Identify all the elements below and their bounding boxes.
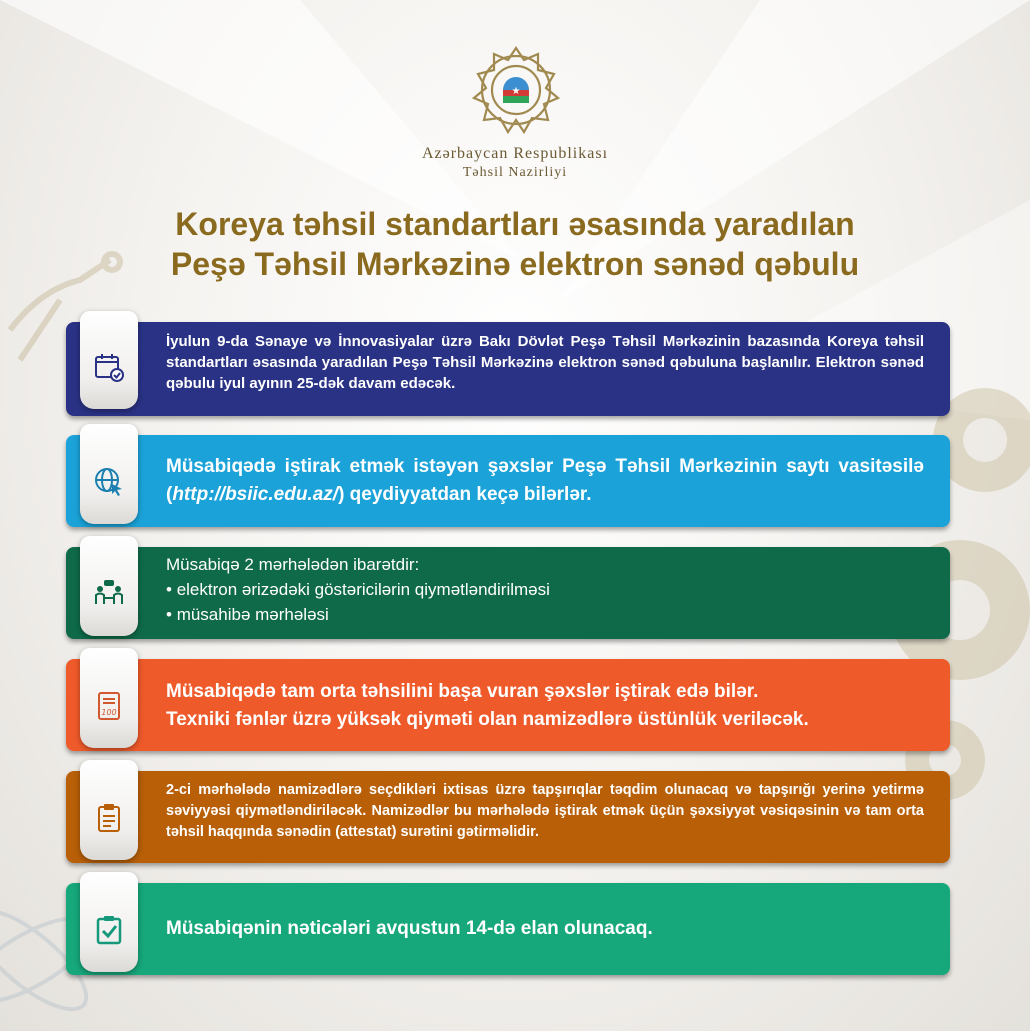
- list-item: • elektron ərizədəki göstəricilərin qiymətləndirilməsi: [166, 580, 550, 599]
- card-text-after-link: ) qeydiyyatdan keçə bilərlər.: [338, 484, 592, 505]
- svg-text:100: 100: [101, 708, 117, 717]
- eligibility-line1: Müsabiqədə tam orta təhsilini başa vuran şəxslər iştirak edə bilər.: [166, 681, 759, 702]
- icon-tab: [80, 872, 138, 972]
- card-text: [166, 678, 924, 734]
- eligibility-line2: Texniki fənlər üzrə yüksək qiyməti olan namizədlərə üstünlük veriləcək.: [166, 709, 809, 730]
- icon-tab: [80, 311, 138, 409]
- icon-tab: [80, 760, 138, 860]
- card-text: [166, 453, 924, 509]
- page-title-line1: Koreya təhsil standartları əsasında yaradılan: [175, 206, 855, 242]
- stages-intro: Müsabiqə 2 mərhələdən ibarətdir:: [166, 555, 420, 574]
- checklist-icon: [93, 914, 125, 946]
- svg-text:★: ★: [511, 86, 521, 97]
- page-title-line2: Peşə Təhsil Mərkəzinə elektron sənəd qəbulu: [170, 246, 860, 282]
- card-text: İyulun 9-da Sənaye və İnnovasiyalar üzrə Bakı Dövlət Peşə Təhsil Mərkəzinin bazasında Koreya təhsil standartları əsasında yaradılan Peşə Təhsil Mərkəzinə elektron sənəd qəbuluna başlanılır. Elektron sənəd qəbulu iyul ayının 25-dək davam edəcək.: [166, 333, 924, 392]
- website-link[interactable]: http://bsiic.edu.az/: [172, 484, 339, 505]
- info-card-eligibility: [66, 659, 950, 751]
- info-card-registration: [66, 435, 950, 527]
- info-card-results: [66, 883, 950, 975]
- card-text: Müsabiqənin nəticələri avqustun 14-də elan olunacaq.: [166, 918, 653, 939]
- icon-tab: [80, 424, 138, 524]
- info-card-second-stage: [66, 771, 950, 863]
- icon-tab: [80, 648, 138, 748]
- globe-cursor-icon: [93, 466, 125, 498]
- ministry-emblem-logo: [466, 40, 566, 140]
- card-text: 2-ci mərhələdə namizədlərə seçdikləri ixtisas üzrə tapşırıqlar təqdim olunacaq və tapşırığı yerinə yetirmə səviyyəsi qiymətləndiriləcək. Namizədlər bu mərhələdə iştirak etmək üçün şəxsiyyət vəsiqəsinin və tam orta təhsil haqqında sənədin (attestat) surətini gətirməlidir.: [166, 782, 924, 840]
- calendar-check-icon: [93, 351, 125, 383]
- ministry-name-line2: Təhsil Nazirliyi: [462, 165, 568, 180]
- exam-sheet-icon: [93, 690, 125, 722]
- card-text-before-link: Müsabiqədə iştirak etmək istəyən şəxslər Peşə Təhsil Mərkəzinin saytı vasitəsilə (: [166, 456, 924, 505]
- ministry-name-line1: Azərbaycan Respublikası: [421, 145, 609, 162]
- info-card-stages: [66, 547, 950, 639]
- card-text: [166, 552, 924, 627]
- interview-icon: [93, 578, 125, 610]
- icon-tab: [80, 536, 138, 636]
- clipboard-icon: [93, 802, 125, 834]
- info-card-application-start: [66, 322, 950, 416]
- list-item: • müsahibə mərhələsi: [166, 605, 329, 624]
